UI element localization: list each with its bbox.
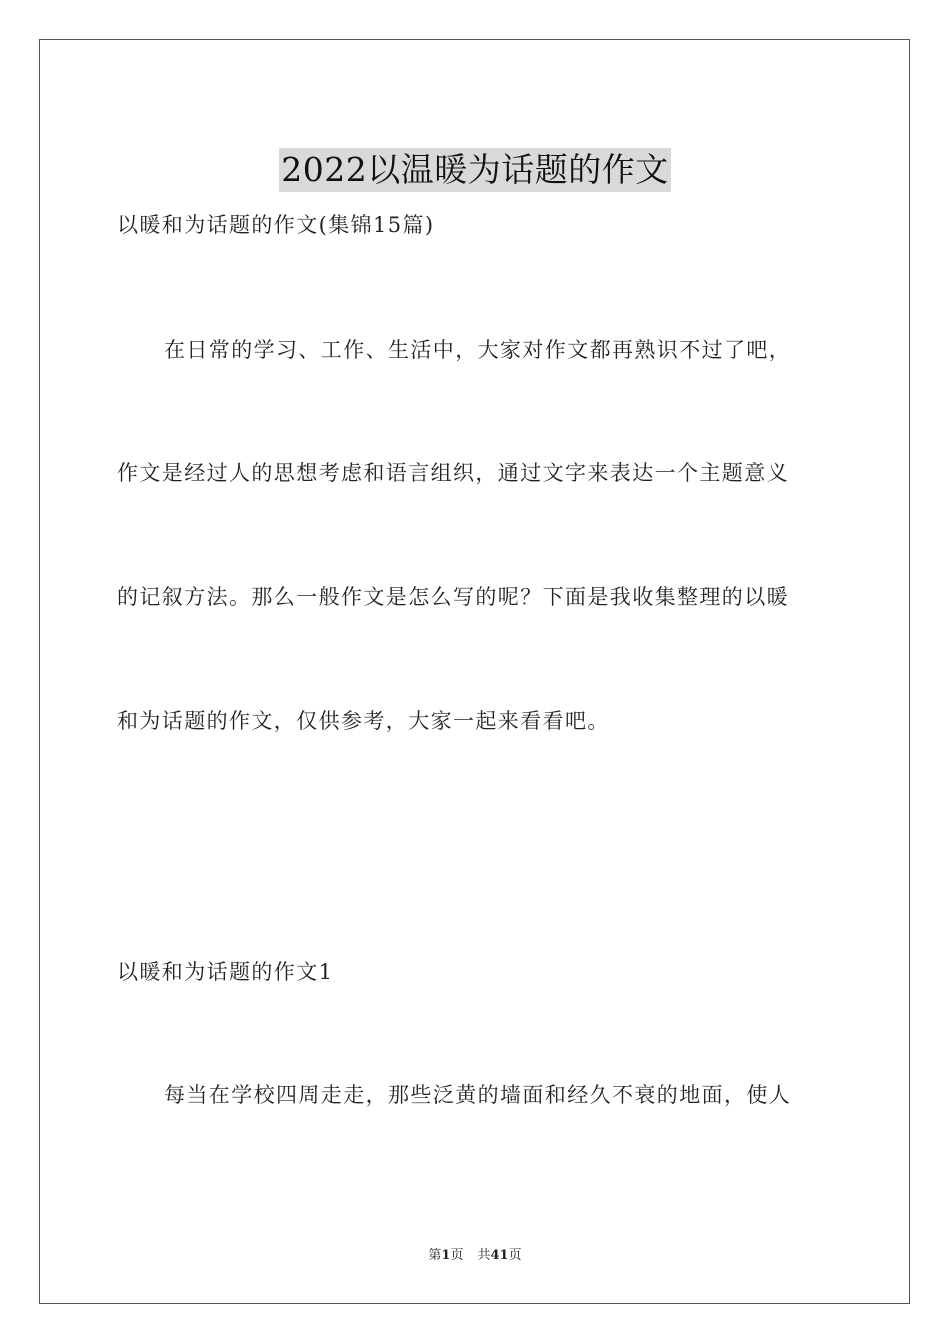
title-container bbox=[0, 126, 950, 214]
intro-line-2: 作文是经过人的思想考虑和语言组织，通过文字来表达一个主题意义 bbox=[117, 461, 789, 485]
intro-line-3: 的记叙方法。那么一般作文是怎么写的呢？下面是我收集整理的以暖 bbox=[117, 585, 789, 609]
document-subtitle: 以暖和为话题的作文(集锦15篇) bbox=[117, 213, 435, 237]
footer-page-prefix: 第 bbox=[428, 1248, 442, 1263]
page-footer bbox=[0, 1247, 950, 1265]
footer-total-prefix: 共 bbox=[477, 1248, 491, 1263]
document-title: 2022以温暖为话题的作文 bbox=[279, 148, 670, 192]
footer-page-suffix: 页 bbox=[450, 1248, 464, 1263]
intro-line-4: 和为话题的作文，仅供参考，大家一起来看看吧。 bbox=[117, 709, 610, 733]
footer-total-suffix: 页 bbox=[508, 1248, 522, 1263]
footer-page-number: 1 bbox=[441, 1248, 451, 1263]
section-paragraph-line-1: 每当在学校四周走走，那些泛黄的墙面和经久不衰的地面，使人 bbox=[164, 1083, 792, 1107]
section-heading: 以暖和为话题的作文1 bbox=[117, 960, 334, 984]
footer-total-pages: 41 bbox=[490, 1248, 509, 1263]
intro-line-1: 在日常的学习、工作、生活中，大家对作文都再熟识不过了吧， bbox=[164, 338, 792, 362]
